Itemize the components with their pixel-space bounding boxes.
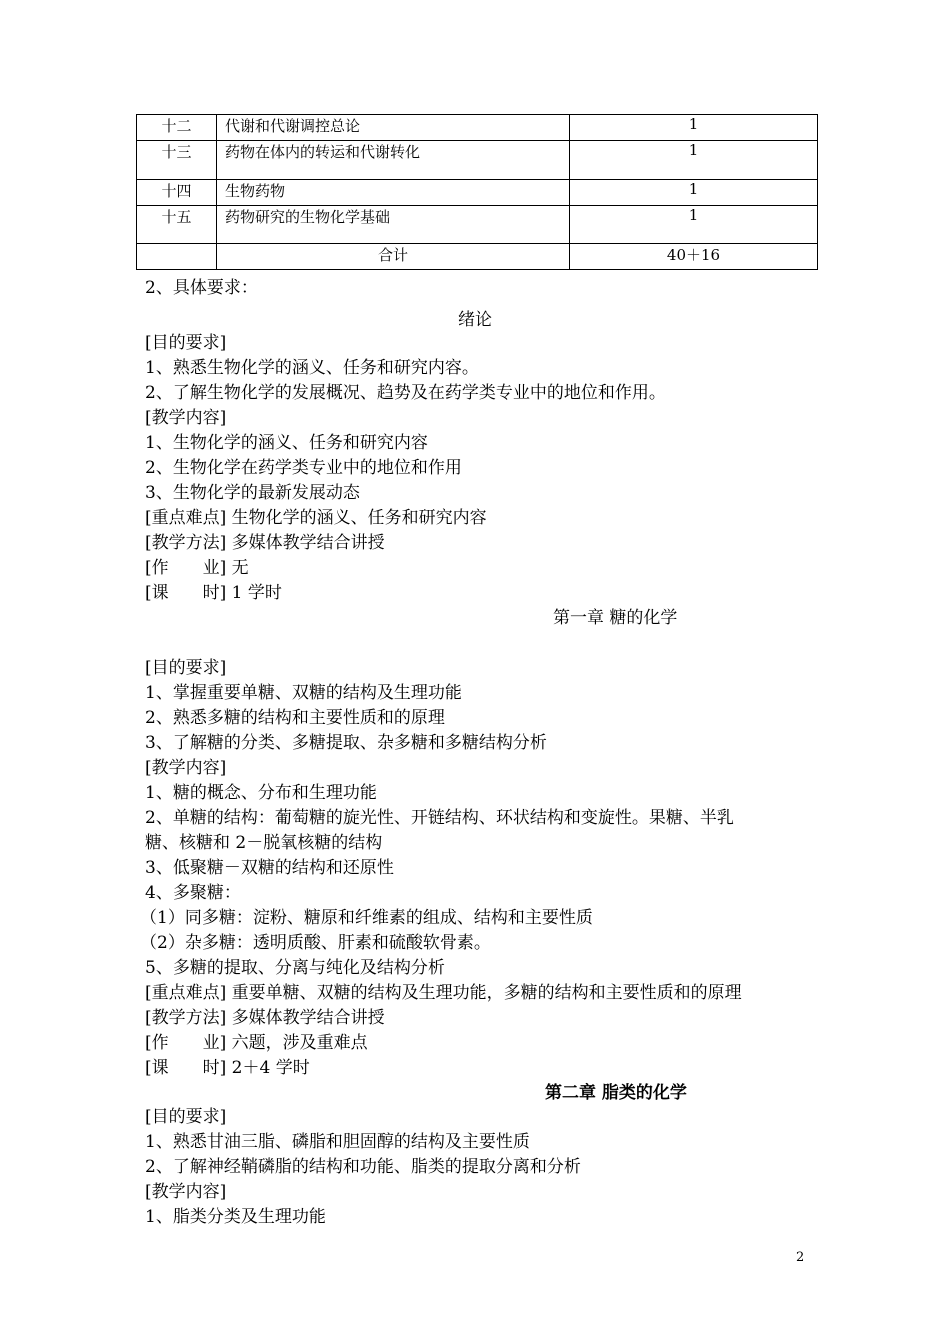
text-line: [目的要求] xyxy=(145,658,227,678)
text-line: 2、了解生物化学的发展概况、趋势及在药学类专业中的地位和作用。 xyxy=(145,383,666,403)
text-line: 糖、核糖和 2－脱氧核糖的结构 xyxy=(145,833,383,853)
text-line: [重点难点] 生物化学的涵义、任务和研究内容 xyxy=(145,508,487,528)
chapter-title-intro: 绪论 xyxy=(458,310,492,330)
text-line: 1、熟悉生物化学的涵义、任务和研究内容。 xyxy=(145,358,479,378)
text-line: [重点难点] 重要单糖、双糖的结构及生理功能，多糖的结构和主要性质和的原理 xyxy=(145,983,742,1003)
text-line: 3、生物化学的最新发展动态 xyxy=(145,483,360,503)
text-line: 3、了解糖的分类、多糖提取、杂多糖和多糖结构分析 xyxy=(145,733,547,753)
text-line: 3、低聚糖－双糖的结构和还原性 xyxy=(145,858,394,878)
row-title: 药物在体内的转运和代谢转化 xyxy=(217,141,570,180)
text-line: 2、了解神经鞘磷脂的结构和功能、脂类的提取分离和分析 xyxy=(145,1157,581,1177)
text-line: [作 业] 无 xyxy=(145,558,249,578)
table-row xyxy=(137,115,818,141)
text-line: （2）杂多糖：透明质酸、肝素和硫酸软骨素。 xyxy=(140,933,491,953)
text-line: 2、生物化学在药学类专业中的地位和作用 xyxy=(145,458,462,478)
text-line: 5、多糖的提取、分离与纯化及结构分析 xyxy=(145,958,445,978)
total-label: 合计 xyxy=(217,244,570,270)
text-line: [作 业] 六题，涉及重难点 xyxy=(145,1033,368,1053)
total-empty-cell xyxy=(137,244,217,270)
page-number: 2 xyxy=(796,1250,805,1265)
total-hours: 40＋16 xyxy=(570,244,818,270)
text-line: [教学内容] xyxy=(145,1182,227,1202)
row-number: 十三 xyxy=(137,141,217,180)
text-line: 1、糖的概念、分布和生理功能 xyxy=(145,783,377,803)
text-line: [课 时] 1 学时 xyxy=(145,583,282,603)
row-title: 生物药物 xyxy=(217,180,570,206)
row-title: 药物研究的生物化学基础 xyxy=(217,206,570,244)
row-hours: 1 xyxy=(570,180,818,206)
text-line: 1、熟悉甘油三脂、磷脂和胆固醇的结构及主要性质 xyxy=(145,1132,530,1152)
row-title: 代谢和代谢调控总论 xyxy=(217,115,570,141)
table-row xyxy=(137,180,818,206)
row-hours: 1 xyxy=(570,115,818,141)
text-line: [教学方法] 多媒体教学结合讲授 xyxy=(145,1008,385,1028)
row-number: 十二 xyxy=(137,115,217,141)
text-line: 1、生物化学的涵义、任务和研究内容 xyxy=(145,433,428,453)
text-line: [教学内容] xyxy=(145,758,227,778)
text-line: 4、多聚糖： xyxy=(145,883,241,903)
text-line: [目的要求] xyxy=(145,1107,227,1127)
text-line: [教学内容] xyxy=(145,408,227,428)
chapter-title-2: 第二章 脂类的化学 xyxy=(545,1083,687,1103)
text-line: [教学方法] 多媒体教学结合讲授 xyxy=(145,533,385,553)
row-hours: 1 xyxy=(570,141,818,180)
text-line: 2、单糖的结构：葡萄糖的旋光性、开链结构、环状结构和变旋性。果糖、半乳 xyxy=(145,808,734,828)
row-number: 十五 xyxy=(137,206,217,244)
text-line: [目的要求] xyxy=(145,333,227,353)
table-row xyxy=(137,141,818,180)
text-line: （1）同多糖：淀粉、糖原和纤维素的组成、结构和主要性质 xyxy=(140,908,593,928)
row-number: 十四 xyxy=(137,180,217,206)
text-line: 1、掌握重要单糖、双糖的结构及生理功能 xyxy=(145,683,462,703)
table-total-row xyxy=(137,244,818,270)
text-line: 2、熟悉多糖的结构和主要性质和的原理 xyxy=(145,708,445,728)
row-hours: 1 xyxy=(570,206,818,244)
table-row xyxy=(137,206,818,244)
section-heading: 2、具体要求： xyxy=(145,278,258,298)
chapter-title-1: 第一章 糖的化学 xyxy=(553,608,678,628)
text-line: 1、脂类分类及生理功能 xyxy=(145,1207,326,1227)
text-line: [课 时] 2＋4 学时 xyxy=(145,1058,310,1078)
hours-table xyxy=(136,114,818,270)
